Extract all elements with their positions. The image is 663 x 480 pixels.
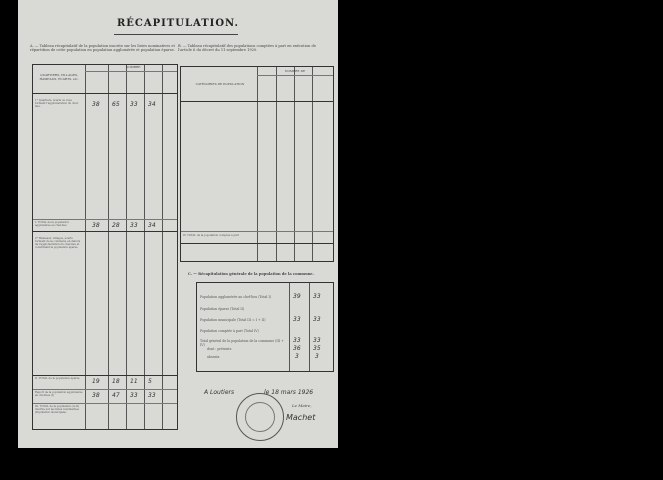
- table-c-value: 35: [313, 345, 321, 352]
- table-c-value: 3: [295, 353, 299, 360]
- report-value: 38: [92, 392, 100, 399]
- table-a-row-2-label: 2° Hameaux, villages, écarts formant de la commune en dehors de l'agglomération du chef-lieu et constituant la population éparse: [35, 237, 81, 249]
- table-c-row-label: Population agglomérée au chef-lieu (Total I): [200, 295, 271, 299]
- table-c-value: 36: [293, 345, 301, 352]
- table-c-value: 33: [293, 337, 301, 344]
- table-a-total-2-label: II. TOTAL de la population éparse: [35, 377, 80, 380]
- table-a-group-header: NOMBRE: [125, 65, 141, 69]
- table-c-row-label: dont : présents: [207, 347, 232, 351]
- table-c-value: 33: [313, 337, 321, 344]
- section-c-caption: C. — Récapitulation générale de la population de la commune.: [188, 272, 314, 276]
- table-b-group-header: NOMBRE DE: [284, 69, 306, 73]
- table-b: [180, 66, 334, 262]
- row-1-value: 38: [92, 101, 100, 108]
- page-title: RÉCAPITULATION.: [116, 18, 240, 29]
- total-1-value: 34: [148, 222, 156, 229]
- table-c: [196, 282, 334, 372]
- total-1-value: 28: [112, 222, 120, 229]
- table-a-total-1-label: I. TOTAL de la population agglomérée au chef-lieu: [35, 221, 69, 227]
- signature-date: le 18 mars 1926: [264, 389, 314, 396]
- signature-place: A Loutiers: [204, 389, 235, 396]
- section-b-caption: B. — Tableau récapitulatif des populations comptées à part en exécution de l'article 6 du décret du 11 septembre 1920.: [178, 44, 316, 53]
- report-value: 33: [148, 392, 156, 399]
- table-a-total-3-label: III. TOTAL de la population (I+II) inscrite sur les listes nominatives (Population municipale): [35, 405, 80, 414]
- table-c-row-label: Population municipale (Total III = I + II): [200, 318, 266, 322]
- title-rule: [114, 34, 238, 35]
- mayor-label: Le Maire,: [292, 403, 312, 408]
- table-c-row-label: absents: [207, 355, 220, 359]
- total-2-value: 18: [112, 378, 120, 385]
- table-c-value: 3: [315, 353, 319, 360]
- municipal-stamp: [236, 393, 284, 441]
- total-2-value: 11: [130, 378, 138, 385]
- row-1-value: 65: [112, 101, 120, 108]
- section-a-caption: A. — Tableau récapitulatif de la population inscrite sur les listes nominatives et répartition de cette population en population agglomérée et population éparse.: [30, 44, 175, 53]
- report-value: 33: [130, 392, 138, 399]
- table-b-total-label: IV. TOTAL de la population comptée à part: [183, 234, 239, 237]
- mayor-signature: Machet: [286, 413, 316, 422]
- table-c-value: 33: [313, 293, 321, 300]
- table-a-col-header: QUARTIERS, VILLAGES, HAMEAUX, ÉCARTS, etc.: [39, 73, 79, 81]
- census-recap-sheet: [18, 0, 338, 448]
- total-2-value: 19: [92, 378, 100, 385]
- table-a: [32, 64, 178, 430]
- table-c-row-label: Population éparse (Total II): [200, 307, 245, 311]
- stamp-inner-ring: [245, 402, 275, 432]
- row-1-value: 34: [148, 101, 156, 108]
- table-c-row-label: Total général de la population de la commune (III + IV): [200, 339, 284, 347]
- table-a-row-1-label: 1° Quartiers, écarts ou rues formant l'agglomération du chef-lieu.: [35, 99, 79, 108]
- total-1-value: 38: [92, 222, 100, 229]
- total-2-value: 5: [148, 378, 152, 385]
- table-c-value: 33: [293, 316, 301, 323]
- table-c-value: 33: [313, 316, 321, 323]
- table-c-row-label: Population comptée à part (Total IV): [200, 329, 259, 333]
- row-1-value: 33: [130, 101, 138, 108]
- table-b-left-header: CATÉGORIES DE POPULATION: [195, 82, 245, 86]
- table-a-report-label: Report de la population agglomérée au chef-lieu (I): [35, 391, 83, 397]
- total-1-value: 33: [130, 222, 138, 229]
- report-value: 47: [112, 392, 120, 399]
- table-c-value: 39: [293, 293, 301, 300]
